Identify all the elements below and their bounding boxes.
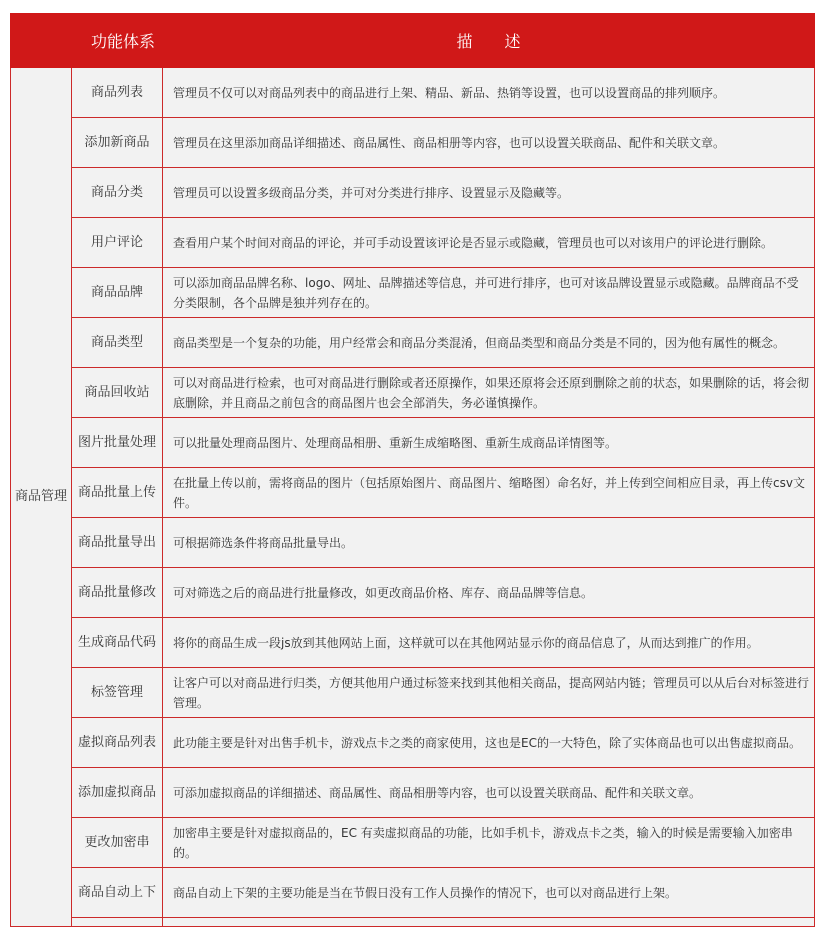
- table-row: [11, 118, 815, 168]
- function-name-cell: 商品品牌: [72, 268, 163, 318]
- header-feature-system: 功能体系: [11, 14, 163, 68]
- function-name-cell: 添加虚拟商品: [72, 768, 163, 818]
- description-cell: 在批量上传以前，需将商品的图片（包括原始图片、商品图片、缩略图）命名好，并上传到空间相应目录，再上传csv文件。: [163, 468, 815, 518]
- table-row: [11, 418, 815, 468]
- function-name-cell: 商品回收站: [72, 368, 163, 418]
- table-row: [11, 818, 815, 868]
- function-name-cell: 商品列表: [72, 68, 163, 118]
- description-cell: 可根据筛选条件将商品批量导出。: [163, 518, 815, 568]
- description-cell: 可以批量处理商品图片、处理商品相册、重新生成缩略图、重新生成商品详情图等。: [163, 418, 815, 468]
- function-name-cell: 商品类型: [72, 318, 163, 368]
- table-row-cutoff: [11, 918, 815, 927]
- table-row: [11, 868, 815, 918]
- function-name-cell: 商品批量修改: [72, 568, 163, 618]
- function-name-cell: 生成商品代码: [72, 618, 163, 668]
- function-name-cell: 商品分类: [72, 168, 163, 218]
- description-cell-cutoff: [163, 918, 815, 927]
- table-row: [11, 468, 815, 518]
- description-cell: 可对筛选之后的商品进行批量修改，如更改商品价格、库存、商品品牌等信息。: [163, 568, 815, 618]
- description-cell: 将你的商品生成一段js放到其他网站上面，这样就可以在其他网站显示你的商品信息了，从而达到推广的作用。: [163, 618, 815, 668]
- function-name-cell-cutoff: [72, 918, 163, 927]
- table-row: [11, 618, 815, 668]
- description-cell: 管理员不仅可以对商品列表中的商品进行上架、精品、新品、热销等设置，也可以设置商品的排列顺序。: [163, 68, 815, 118]
- description-cell: 可以添加商品品牌名称、logo、网址、品牌描述等信息，并可进行排序，也可对该品牌设置显示或隐藏。品牌商品不受分类限制，各个品牌是独并列存在的。: [163, 268, 815, 318]
- feature-table: [10, 13, 815, 927]
- description-cell: 加密串主要是针对虚拟商品的，EC 有卖虚拟商品的功能，比如手机卡，游戏点卡之类，输入的时候是需要输入加密串的。: [163, 818, 815, 868]
- table-row: [11, 568, 815, 618]
- function-name-cell: 商品批量导出: [72, 518, 163, 568]
- table-row: [11, 368, 815, 418]
- header-description: 描 述: [163, 14, 815, 68]
- description-cell: 管理员在这里添加商品详细描述、商品属性、商品相册等内容，也可以设置关联商品、配件和关联文章。: [163, 118, 815, 168]
- function-name-cell: 用户评论: [72, 218, 163, 268]
- description-cell: 商品自动上下架的主要功能是当在节假日没有工作人员操作的情况下，也可以对商品进行上架。: [163, 868, 815, 918]
- table-row: [11, 218, 815, 268]
- description-cell: 管理员可以设置多级商品分类，并可对分类进行排序、设置显示及隐藏等。: [163, 168, 815, 218]
- description-cell: 商品类型是一个复杂的功能，用户经常会和商品分类混淆，但商品类型和商品分类是不同的，因为他有属性的概念。: [163, 318, 815, 368]
- feature-table-container: [10, 13, 814, 927]
- description-cell: 可添加虚拟商品的详细描述、商品属性、商品相册等内容，也可以设置关联商品、配件和关联文章。: [163, 768, 815, 818]
- function-name-cell: 更改加密串: [72, 818, 163, 868]
- description-cell: 可以对商品进行检索，也可对商品进行删除或者还原操作，如果还原将会还原到删除之前的状态，如果删除的话，将会彻底删除，并且商品之前包含的商品图片也会全部消失，务必谨慎操作。: [163, 368, 815, 418]
- function-name-cell: 标签管理: [72, 668, 163, 718]
- function-name-cell: 添加新商品: [72, 118, 163, 168]
- function-name-cell: 虚拟商品列表: [72, 718, 163, 768]
- table-row: [11, 68, 815, 118]
- description-cell: 此功能主要是针对出售手机卡，游戏点卡之类的商家使用，这也是EC的一大特色，除了实体商品也可以出售虚拟商品。: [163, 718, 815, 768]
- function-name-cell: 商品批量上传: [72, 468, 163, 518]
- table-row: [11, 268, 815, 318]
- table-row: [11, 518, 815, 568]
- table-row: [11, 168, 815, 218]
- category-cell: 商品管理: [11, 68, 72, 927]
- table-row: [11, 718, 815, 768]
- description-cell: 让客户可以对商品进行归类，方便其他用户通过标签来找到其他相关商品，提高网站内链；管理员可以从后台对标签进行管理。: [163, 668, 815, 718]
- function-name-cell: 图片批量处理: [72, 418, 163, 468]
- table-row: [11, 668, 815, 718]
- table-row: [11, 768, 815, 818]
- function-name-cell: 商品自动上下: [72, 868, 163, 918]
- description-cell: 查看用户某个时间对商品的评论，并可手动设置该评论是否显示或隐藏，管理员也可以对该用户的评论进行删除。: [163, 218, 815, 268]
- table-row: [11, 318, 815, 368]
- table-body: [11, 68, 815, 927]
- table-header-row: [11, 14, 815, 68]
